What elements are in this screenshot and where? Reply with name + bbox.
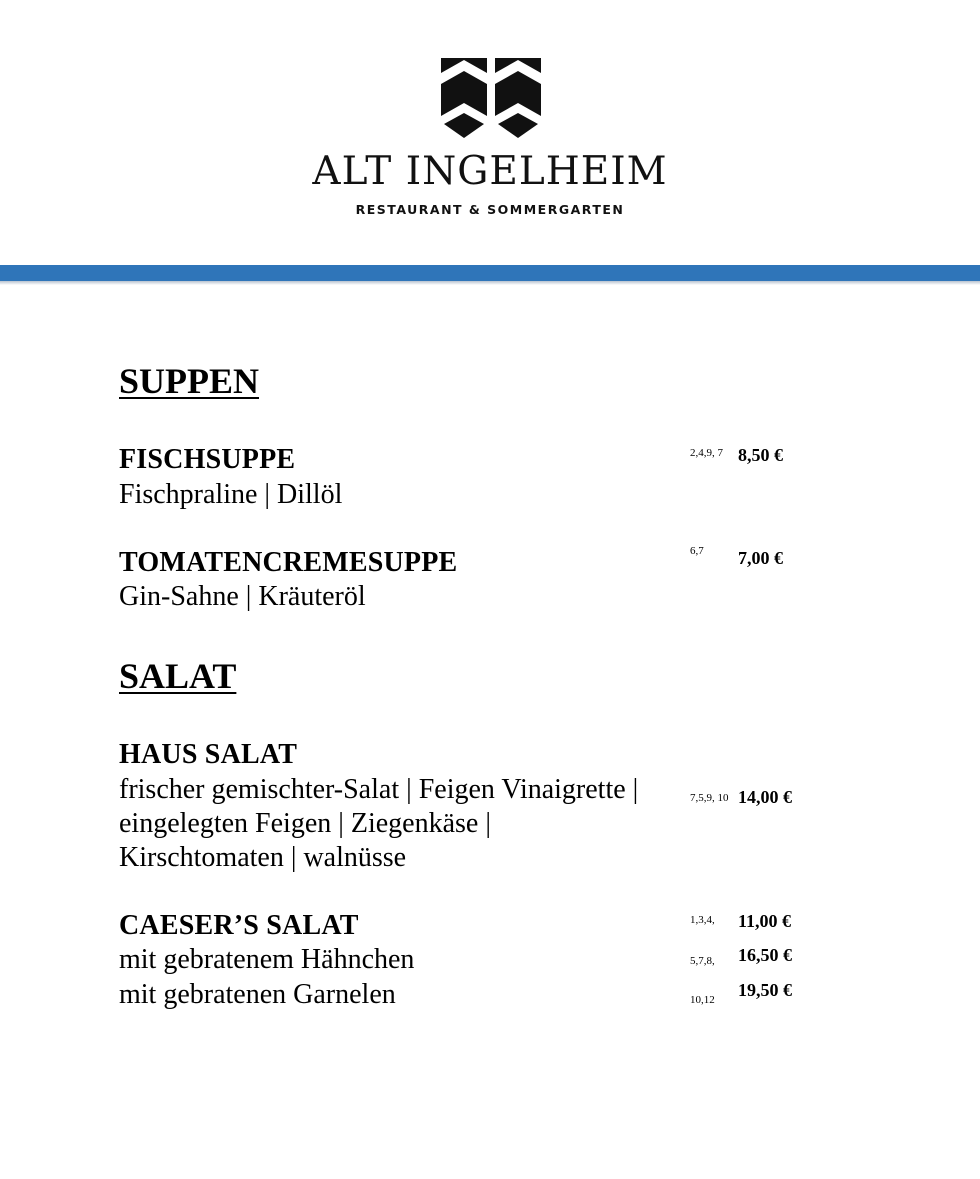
item-description-line: Kirschtomaten | walnüsse bbox=[119, 842, 407, 873]
item-description-line: frischer gemischter-Salat | Feigen Vinaigrette | bbox=[119, 774, 639, 805]
variant-price-plain: 11,00 € bbox=[738, 911, 792, 931]
item-allergens-fischsuppe: 2,4,9, 7 bbox=[690, 447, 723, 459]
variant-label-haehnchen: mit gebratenem Hähnchen bbox=[119, 944, 415, 975]
accent-divider-shadow bbox=[0, 281, 980, 285]
item-price-tomatencremesuppe: 7,00 € bbox=[738, 548, 783, 568]
item-price-fischsuppe: 8,50 € bbox=[738, 445, 783, 465]
item-name-fischsuppe: FISCHSUPPE bbox=[119, 444, 296, 475]
item-name-haus-salat: HAUS SALAT bbox=[119, 739, 298, 770]
variant-allergens: 5,7,8, bbox=[690, 955, 715, 967]
item-description-fischsuppe: Fischpraline | Dillöl bbox=[119, 479, 343, 510]
item-name-caesers-salat: CAESER’S SALAT bbox=[119, 910, 359, 941]
item-allergens-tomatencremesuppe: 6,7 bbox=[690, 545, 704, 557]
section-heading-salat: SALAT bbox=[119, 656, 237, 696]
item-allergens-haus-salat: 7,5,9, 10 bbox=[690, 792, 729, 804]
crest-logo-icon bbox=[440, 58, 542, 140]
variant-allergens: 1,3,4, bbox=[690, 914, 715, 926]
brand-subtitle: RESTAURANT & SOMMERGARTEN bbox=[355, 202, 625, 217]
variant-label-garnelen: mit gebratenen Garnelen bbox=[119, 979, 396, 1010]
item-price-haus-salat: 14,00 € bbox=[738, 787, 792, 807]
variant-allergens: 10,12 bbox=[690, 994, 715, 1006]
brand-name: ALT INGELHEIM bbox=[312, 149, 668, 194]
item-description-tomatencremesuppe: Gin-Sahne | Kräuteröl bbox=[119, 581, 366, 612]
item-description-line: eingelegten Feigen | Ziegenkäse | bbox=[119, 808, 491, 839]
accent-divider-bar bbox=[0, 265, 980, 281]
item-name-tomatencremesuppe: TOMATENCREMESUPPE bbox=[119, 547, 458, 578]
section-heading-suppen: SUPPEN bbox=[119, 361, 260, 401]
variant-price-garnelen: 19,50 € bbox=[738, 980, 792, 1000]
variant-price-haehnchen: 16,50 € bbox=[738, 945, 792, 965]
